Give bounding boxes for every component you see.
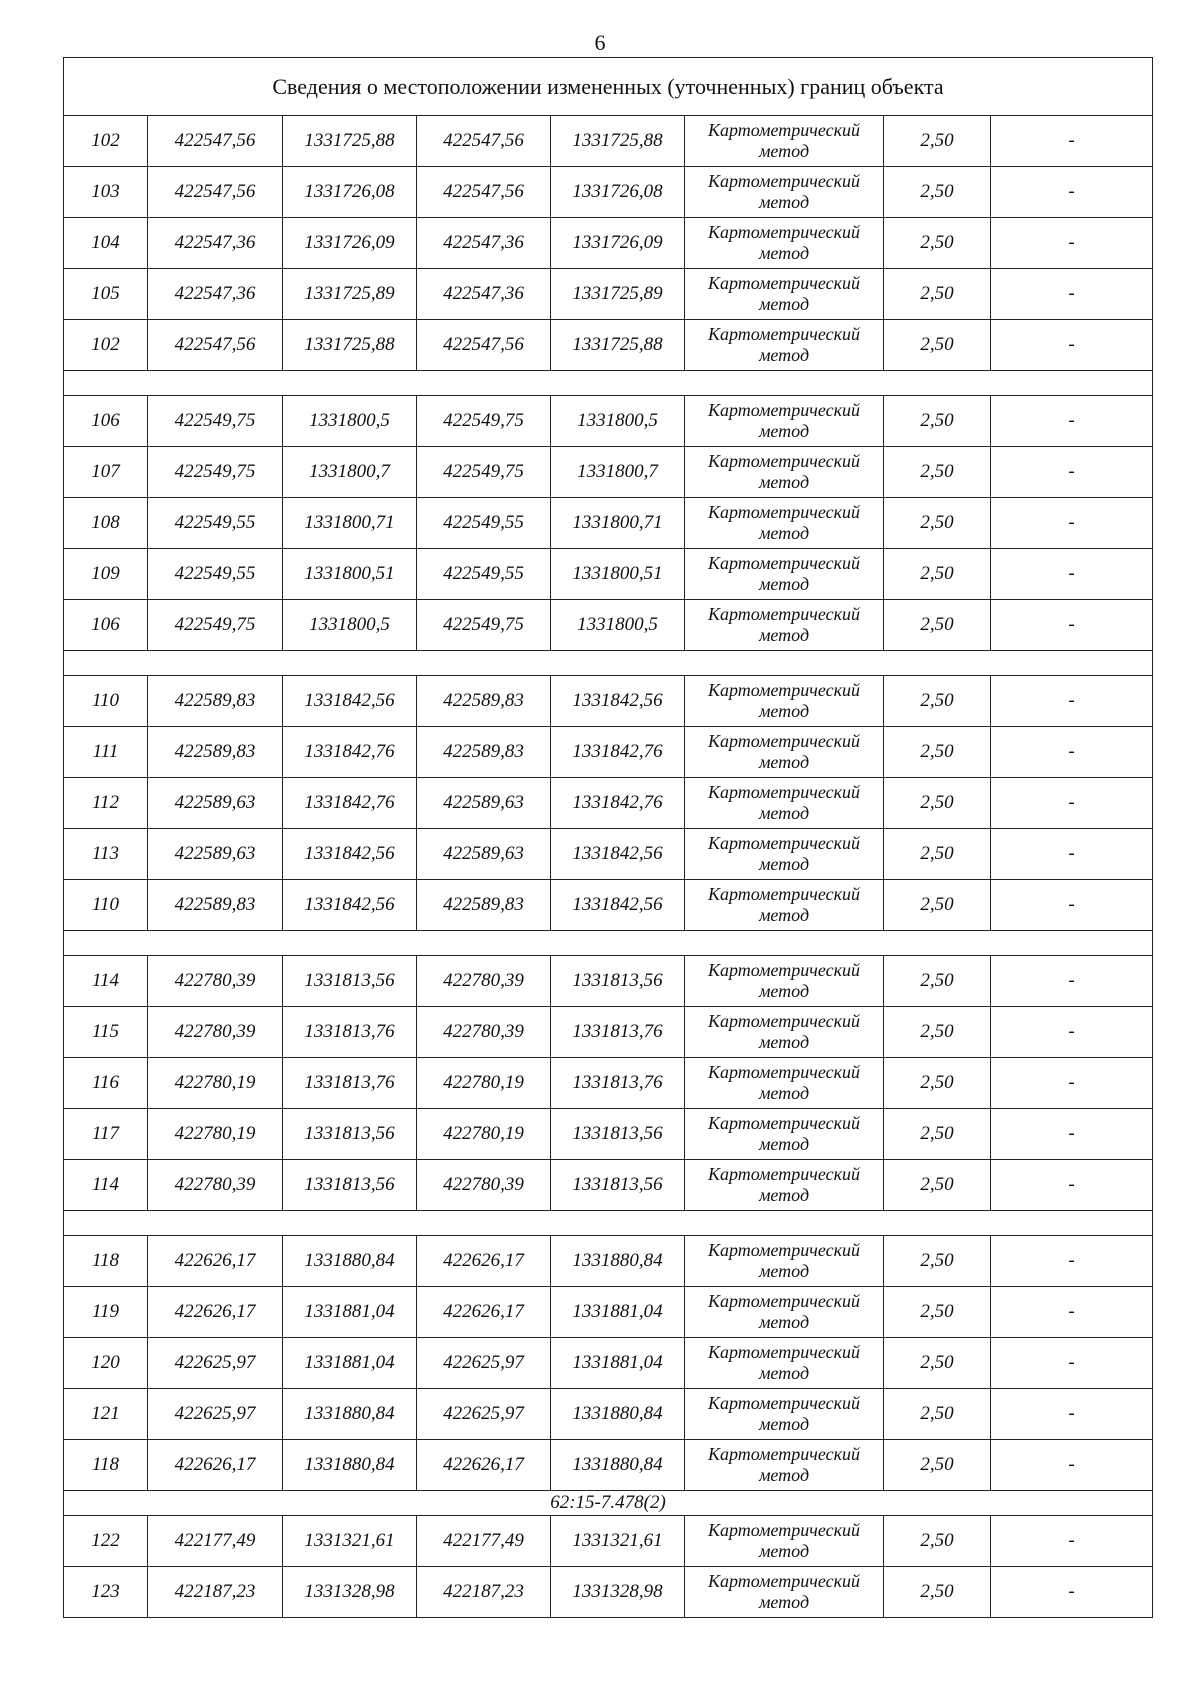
existing-x-cell: 422549,55 — [148, 498, 283, 549]
refined-y-cell: 1331800,71 — [551, 498, 685, 549]
table-row — [64, 956, 1153, 1007]
existing-x-cell: 422549,75 — [148, 600, 283, 651]
refined-y-cell: 1331813,76 — [551, 1007, 685, 1058]
refined-x-cell: 422626,17 — [417, 1236, 551, 1287]
existing-y-cell: 1331842,76 — [283, 778, 417, 829]
existing-y-cell: 1331880,84 — [283, 1389, 417, 1440]
table-row — [64, 549, 1153, 600]
refined-y-cell: 1331726,09 — [551, 218, 685, 269]
existing-y-cell: 1331328,98 — [283, 1567, 417, 1618]
existing-x-cell: 422549,55 — [148, 549, 283, 600]
refined-y-cell: 1331321,61 — [551, 1516, 685, 1567]
parcel-label: 62:15-7.478(2) — [64, 1491, 1153, 1516]
method-cell: Картометрический метод — [685, 1338, 884, 1389]
boundary-sheet — [63, 57, 1152, 1618]
refined-y-cell: 1331813,56 — [551, 956, 685, 1007]
existing-x-cell: 422780,19 — [148, 1109, 283, 1160]
method-cell: Картометрический метод — [685, 600, 884, 651]
accuracy-cell: 2,50 — [884, 600, 991, 651]
existing-y-cell: 1331800,5 — [283, 396, 417, 447]
table-row — [64, 447, 1153, 498]
existing-y-cell: 1331813,56 — [283, 1109, 417, 1160]
existing-x-cell: 422547,56 — [148, 116, 283, 167]
refined-x-cell: 422547,36 — [417, 218, 551, 269]
accuracy-cell: 2,50 — [884, 447, 991, 498]
existing-x-cell: 422589,63 — [148, 778, 283, 829]
point-number-cell: 104 — [64, 218, 148, 269]
table-row — [64, 1287, 1153, 1338]
existing-y-cell: 1331813,56 — [283, 1160, 417, 1211]
point-number-cell: 120 — [64, 1338, 148, 1389]
accuracy-cell: 2,50 — [884, 549, 991, 600]
point-number-cell: 110 — [64, 880, 148, 931]
table-title: Сведения о местоположении измененных (уточненных) границ объекта — [64, 58, 1153, 116]
existing-x-cell: 422547,56 — [148, 320, 283, 371]
note-cell: - — [991, 498, 1153, 549]
refined-y-cell: 1331880,84 — [551, 1389, 685, 1440]
note-cell: - — [991, 778, 1153, 829]
point-number-cell: 115 — [64, 1007, 148, 1058]
existing-x-cell: 422177,49 — [148, 1516, 283, 1567]
refined-y-cell: 1331881,04 — [551, 1287, 685, 1338]
refined-y-cell: 1331726,08 — [551, 167, 685, 218]
table-row — [64, 1440, 1153, 1491]
note-cell: - — [991, 447, 1153, 498]
point-number-cell: 116 — [64, 1058, 148, 1109]
table-row — [64, 676, 1153, 727]
refined-y-cell: 1331800,51 — [551, 549, 685, 600]
refined-x-cell: 422589,63 — [417, 829, 551, 880]
accuracy-cell: 2,50 — [884, 1109, 991, 1160]
existing-y-cell: 1331800,51 — [283, 549, 417, 600]
table-row — [64, 116, 1153, 167]
refined-x-cell: 422547,56 — [417, 116, 551, 167]
table-row — [64, 396, 1153, 447]
point-number-cell: 102 — [64, 116, 148, 167]
existing-x-cell: 422780,39 — [148, 956, 283, 1007]
note-cell: - — [991, 727, 1153, 778]
note-cell: - — [991, 167, 1153, 218]
note-cell: - — [991, 549, 1153, 600]
refined-x-cell: 422547,56 — [417, 167, 551, 218]
note-cell: - — [991, 880, 1153, 931]
existing-x-cell: 422549,75 — [148, 447, 283, 498]
table-row — [64, 1338, 1153, 1389]
point-number-cell: 122 — [64, 1516, 148, 1567]
refined-x-cell: 422589,83 — [417, 676, 551, 727]
method-cell: Картометрический метод — [685, 269, 884, 320]
existing-x-cell: 422549,75 — [148, 396, 283, 447]
existing-y-cell: 1331881,04 — [283, 1338, 417, 1389]
method-cell: Картометрический метод — [685, 676, 884, 727]
accuracy-cell: 2,50 — [884, 167, 991, 218]
point-number-cell: 105 — [64, 269, 148, 320]
existing-x-cell: 422589,83 — [148, 727, 283, 778]
table-row — [64, 1007, 1153, 1058]
refined-y-cell: 1331881,04 — [551, 1338, 685, 1389]
point-number-cell: 118 — [64, 1440, 148, 1491]
refined-y-cell: 1331800,5 — [551, 396, 685, 447]
existing-y-cell: 1331842,56 — [283, 880, 417, 931]
point-number-cell: 106 — [64, 396, 148, 447]
note-cell: - — [991, 956, 1153, 1007]
contour-separator — [64, 1211, 1153, 1236]
table-row — [64, 1389, 1153, 1440]
refined-y-cell: 1331842,76 — [551, 727, 685, 778]
refined-x-cell: 422547,56 — [417, 320, 551, 371]
point-number-cell: 123 — [64, 1567, 148, 1618]
note-cell: - — [991, 1109, 1153, 1160]
accuracy-cell: 2,50 — [884, 778, 991, 829]
table-row — [64, 727, 1153, 778]
accuracy-cell: 2,50 — [884, 727, 991, 778]
point-number-cell: 111 — [64, 727, 148, 778]
accuracy-cell: 2,50 — [884, 1567, 991, 1618]
method-cell: Картометрический метод — [685, 1389, 884, 1440]
table-row — [64, 320, 1153, 371]
table-row — [64, 880, 1153, 931]
point-number-cell: 121 — [64, 1389, 148, 1440]
refined-y-cell: 1331842,76 — [551, 778, 685, 829]
method-cell: Картометрический метод — [685, 829, 884, 880]
contour-separator-row — [64, 1211, 1153, 1236]
point-number-cell: 114 — [64, 1160, 148, 1211]
accuracy-cell: 2,50 — [884, 1236, 991, 1287]
refined-x-cell: 422780,39 — [417, 956, 551, 1007]
point-number-cell: 108 — [64, 498, 148, 549]
refined-y-cell: 1331880,84 — [551, 1440, 685, 1491]
refined-y-cell: 1331725,89 — [551, 269, 685, 320]
existing-x-cell: 422547,56 — [148, 167, 283, 218]
contour-separator-row — [64, 931, 1153, 956]
existing-x-cell: 422589,83 — [148, 880, 283, 931]
table-row — [64, 167, 1153, 218]
refined-x-cell: 422547,36 — [417, 269, 551, 320]
method-cell: Картометрический метод — [685, 167, 884, 218]
contour-separator-row — [64, 371, 1153, 396]
refined-y-cell: 1331725,88 — [551, 320, 685, 371]
contour-separator — [64, 651, 1153, 676]
accuracy-cell: 2,50 — [884, 1058, 991, 1109]
table-row — [64, 1058, 1153, 1109]
point-number-cell: 102 — [64, 320, 148, 371]
method-cell: Картометрический метод — [685, 1007, 884, 1058]
existing-x-cell: 422625,97 — [148, 1338, 283, 1389]
note-cell: - — [991, 1287, 1153, 1338]
existing-x-cell: 422547,36 — [148, 218, 283, 269]
refined-y-cell: 1331328,98 — [551, 1567, 685, 1618]
existing-x-cell: 422626,17 — [148, 1287, 283, 1338]
refined-x-cell: 422549,55 — [417, 498, 551, 549]
note-cell: - — [991, 1236, 1153, 1287]
note-cell: - — [991, 116, 1153, 167]
method-cell: Картометрический метод — [685, 320, 884, 371]
point-number-cell: 117 — [64, 1109, 148, 1160]
existing-y-cell: 1331842,56 — [283, 829, 417, 880]
point-number-cell: 113 — [64, 829, 148, 880]
existing-x-cell: 422589,63 — [148, 829, 283, 880]
point-number-cell: 109 — [64, 549, 148, 600]
existing-y-cell: 1331321,61 — [283, 1516, 417, 1567]
method-cell: Картометрический метод — [685, 1236, 884, 1287]
accuracy-cell: 2,50 — [884, 829, 991, 880]
contour-separator-row — [64, 651, 1153, 676]
method-cell: Картометрический метод — [685, 1516, 884, 1567]
accuracy-cell: 2,50 — [884, 396, 991, 447]
refined-x-cell: 422780,19 — [417, 1058, 551, 1109]
point-number-cell: 114 — [64, 956, 148, 1007]
existing-y-cell: 1331725,89 — [283, 269, 417, 320]
existing-x-cell: 422626,17 — [148, 1236, 283, 1287]
refined-y-cell: 1331842,56 — [551, 829, 685, 880]
method-cell: Картометрический метод — [685, 1160, 884, 1211]
point-number-cell: 103 — [64, 167, 148, 218]
existing-y-cell: 1331813,76 — [283, 1007, 417, 1058]
note-cell: - — [991, 600, 1153, 651]
accuracy-cell: 2,50 — [884, 880, 991, 931]
existing-x-cell: 422625,97 — [148, 1389, 283, 1440]
refined-y-cell: 1331800,5 — [551, 600, 685, 651]
accuracy-cell: 2,50 — [884, 676, 991, 727]
table-row — [64, 218, 1153, 269]
method-cell: Картометрический метод — [685, 498, 884, 549]
method-cell: Картометрический метод — [685, 1058, 884, 1109]
refined-x-cell: 422549,75 — [417, 447, 551, 498]
note-cell: - — [991, 1160, 1153, 1211]
table-row — [64, 1236, 1153, 1287]
table-body — [64, 58, 1153, 1618]
note-cell: - — [991, 1567, 1153, 1618]
existing-x-cell: 422780,19 — [148, 1058, 283, 1109]
accuracy-cell: 2,50 — [884, 1160, 991, 1211]
refined-y-cell: 1331813,56 — [551, 1160, 685, 1211]
table-row — [64, 829, 1153, 880]
existing-x-cell: 422187,23 — [148, 1567, 283, 1618]
existing-y-cell: 1331800,7 — [283, 447, 417, 498]
table-row — [64, 1109, 1153, 1160]
existing-y-cell: 1331880,84 — [283, 1236, 417, 1287]
existing-x-cell: 422589,83 — [148, 676, 283, 727]
point-number-cell: 106 — [64, 600, 148, 651]
refined-x-cell: 422187,23 — [417, 1567, 551, 1618]
note-cell: - — [991, 269, 1153, 320]
existing-y-cell: 1331725,88 — [283, 116, 417, 167]
refined-y-cell: 1331813,56 — [551, 1109, 685, 1160]
accuracy-cell: 2,50 — [884, 1389, 991, 1440]
refined-x-cell: 422626,17 — [417, 1287, 551, 1338]
contour-separator — [64, 931, 1153, 956]
note-cell: - — [991, 1007, 1153, 1058]
method-cell: Картометрический метод — [685, 956, 884, 1007]
note-cell: - — [991, 1389, 1153, 1440]
accuracy-cell: 2,50 — [884, 116, 991, 167]
table-row — [64, 1160, 1153, 1211]
refined-x-cell: 422589,63 — [417, 778, 551, 829]
method-cell: Картометрический метод — [685, 116, 884, 167]
existing-y-cell: 1331800,71 — [283, 498, 417, 549]
refined-y-cell: 1331813,76 — [551, 1058, 685, 1109]
note-cell: - — [991, 218, 1153, 269]
existing-x-cell: 422780,39 — [148, 1007, 283, 1058]
refined-y-cell: 1331842,56 — [551, 676, 685, 727]
existing-y-cell: 1331813,56 — [283, 956, 417, 1007]
method-cell: Картометрический метод — [685, 1567, 884, 1618]
accuracy-cell: 2,50 — [884, 1440, 991, 1491]
accuracy-cell: 2,50 — [884, 269, 991, 320]
note-cell: - — [991, 1516, 1153, 1567]
existing-x-cell: 422547,36 — [148, 269, 283, 320]
note-cell: - — [991, 396, 1153, 447]
existing-y-cell: 1331881,04 — [283, 1287, 417, 1338]
page-number: 6 — [594, 30, 606, 55]
refined-x-cell: 422780,19 — [417, 1109, 551, 1160]
parcel-label-row — [64, 1491, 1153, 1516]
table-row — [64, 498, 1153, 549]
note-cell: - — [991, 1058, 1153, 1109]
point-number-cell: 110 — [64, 676, 148, 727]
method-cell: Картометрический метод — [685, 1109, 884, 1160]
method-cell: Картометрический метод — [685, 727, 884, 778]
refined-x-cell: 422625,97 — [417, 1389, 551, 1440]
existing-y-cell: 1331800,5 — [283, 600, 417, 651]
note-cell: - — [991, 1440, 1153, 1491]
refined-y-cell: 1331842,56 — [551, 880, 685, 931]
table-row — [64, 600, 1153, 651]
method-cell: Картометрический метод — [685, 396, 884, 447]
accuracy-cell: 2,50 — [884, 1338, 991, 1389]
refined-x-cell: 422549,75 — [417, 396, 551, 447]
refined-x-cell: 422589,83 — [417, 880, 551, 931]
refined-x-cell: 422625,97 — [417, 1338, 551, 1389]
existing-y-cell: 1331813,76 — [283, 1058, 417, 1109]
existing-y-cell: 1331880,84 — [283, 1440, 417, 1491]
existing-x-cell: 422780,39 — [148, 1160, 283, 1211]
table-row — [64, 1516, 1153, 1567]
accuracy-cell: 2,50 — [884, 218, 991, 269]
note-cell: - — [991, 829, 1153, 880]
method-cell: Картометрический метод — [685, 218, 884, 269]
existing-y-cell: 1331842,56 — [283, 676, 417, 727]
existing-y-cell: 1331726,08 — [283, 167, 417, 218]
refined-y-cell: 1331725,88 — [551, 116, 685, 167]
method-cell: Картометрический метод — [685, 880, 884, 931]
note-cell: - — [991, 320, 1153, 371]
refined-x-cell: 422589,83 — [417, 727, 551, 778]
method-cell: Картометрический метод — [685, 447, 884, 498]
accuracy-cell: 2,50 — [884, 320, 991, 371]
method-cell: Картометрический метод — [685, 1440, 884, 1491]
method-cell: Картометрический метод — [685, 778, 884, 829]
existing-y-cell: 1331725,88 — [283, 320, 417, 371]
method-cell: Картометрический метод — [685, 549, 884, 600]
refined-x-cell: 422549,55 — [417, 549, 551, 600]
point-number-cell: 112 — [64, 778, 148, 829]
refined-y-cell: 1331800,7 — [551, 447, 685, 498]
note-cell: - — [991, 1338, 1153, 1389]
boundary-coordinates-table — [63, 57, 1153, 1618]
refined-x-cell: 422177,49 — [417, 1516, 551, 1567]
point-number-cell: 119 — [64, 1287, 148, 1338]
method-cell: Картометрический метод — [685, 1287, 884, 1338]
accuracy-cell: 2,50 — [884, 1287, 991, 1338]
table-row — [64, 269, 1153, 320]
accuracy-cell: 2,50 — [884, 498, 991, 549]
accuracy-cell: 2,50 — [884, 1007, 991, 1058]
accuracy-cell: 2,50 — [884, 956, 991, 1007]
refined-x-cell: 422780,39 — [417, 1007, 551, 1058]
refined-y-cell: 1331880,84 — [551, 1236, 685, 1287]
point-number-cell: 107 — [64, 447, 148, 498]
contour-separator — [64, 371, 1153, 396]
table-row — [64, 1567, 1153, 1618]
point-number-cell: 118 — [64, 1236, 148, 1287]
existing-y-cell: 1331842,76 — [283, 727, 417, 778]
accuracy-cell: 2,50 — [884, 1516, 991, 1567]
refined-x-cell: 422780,39 — [417, 1160, 551, 1211]
table-title-row — [64, 58, 1153, 116]
refined-x-cell: 422626,17 — [417, 1440, 551, 1491]
table-row — [64, 778, 1153, 829]
note-cell: - — [991, 676, 1153, 727]
refined-x-cell: 422549,75 — [417, 600, 551, 651]
existing-x-cell: 422626,17 — [148, 1440, 283, 1491]
existing-y-cell: 1331726,09 — [283, 218, 417, 269]
